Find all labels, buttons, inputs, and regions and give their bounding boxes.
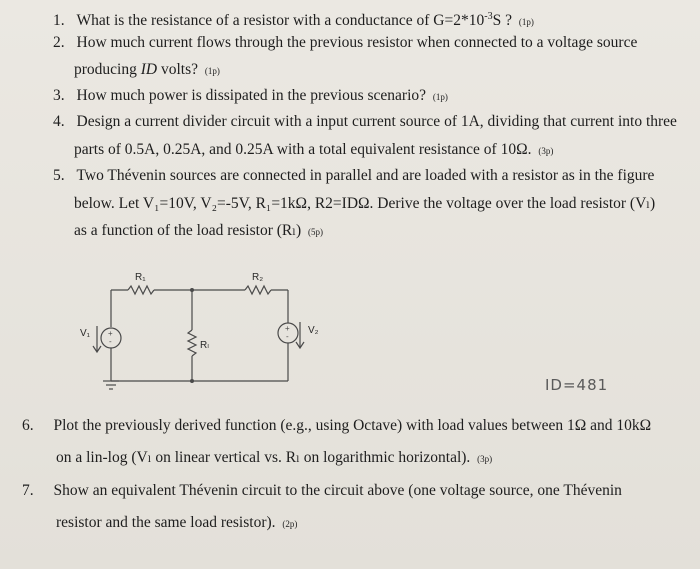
points: (1p) [432,92,448,102]
question-text: producing [74,61,141,78]
question-text-end: S ? [492,12,516,30]
question-text: Design a current divider circuit with a input current source of 1A, dividing that current into three [76,113,677,130]
question-6-line-2 [56,445,492,472]
question-text: How much power is dissipated in the previous scenario? [76,87,430,104]
question-text: What is the resistance of a resistor with a conductance of G=2*10 [76,12,485,30]
r2-label: R₂ [252,272,264,283]
question-7-line-2 [56,510,297,537]
exponent: -3 [484,11,493,22]
r1-resistor [128,286,154,294]
rl-resistor [188,330,196,356]
question-7 [22,478,622,503]
question-text: parts of 0.5A, 0.25A, and 0.25A with a total equivalent resistance of 10Ω. [74,141,536,158]
rl-label: Rₗ [200,340,209,351]
r1-label: R₁ [135,272,146,283]
question-text: resistor and the same load resistor). [56,514,280,531]
points: (2p) [282,519,298,529]
question-text: below. Let V₁=10V, V₂=-5V, R₁=1kΩ, R2=IDΩ. Derive the voltage over the load resistor (Vₗ) [74,195,656,212]
question-text: Show an equivalent Thévenin circuit to the circuit above (one voltage source, one Thévenin [53,482,622,499]
svg-text:-: - [109,337,112,346]
points: (3p) [538,146,554,156]
question-6 [22,413,651,438]
question-number: 5. [53,167,65,184]
question-text: on a lin-log (Vₗ on linear vertical vs. Rₗ on logarithmic horizontal). [56,449,475,466]
r2-resistor [245,286,271,294]
handwritten-id-note: ID=481 [545,376,609,394]
id-variable: ID [140,61,158,78]
question-number: 3. [53,87,65,104]
points: (1p) [518,17,534,28]
question-number: 7. [22,482,34,499]
question-number: 4. [53,113,65,130]
question-text: as a function of the load resistor (Rₗ) [74,222,306,239]
points: (1p) [204,66,220,76]
points: (3p) [477,454,493,464]
question-number: 1. [53,12,65,30]
question-number: 2. [53,34,65,51]
question-text: Plot the previously derived function (e.g., using Octave) with load values between 1Ω and 10kΩ [53,417,652,434]
svg-text:+: + [108,329,113,338]
question-text: How much current flows through the previous resistor when connected to a voltage source [76,34,638,51]
v1-label: V₁ [80,328,91,339]
v2-label: V₂ [308,325,319,336]
question-number: 6. [22,417,34,434]
points: (5p) [308,227,324,237]
svg-text:+: + [285,324,290,333]
question-text: Two Thévenin sources are connected in parallel and are loaded with a resistor as in the figure [76,167,655,184]
question-text: volts? [157,61,202,78]
svg-text:-: - [286,332,289,341]
